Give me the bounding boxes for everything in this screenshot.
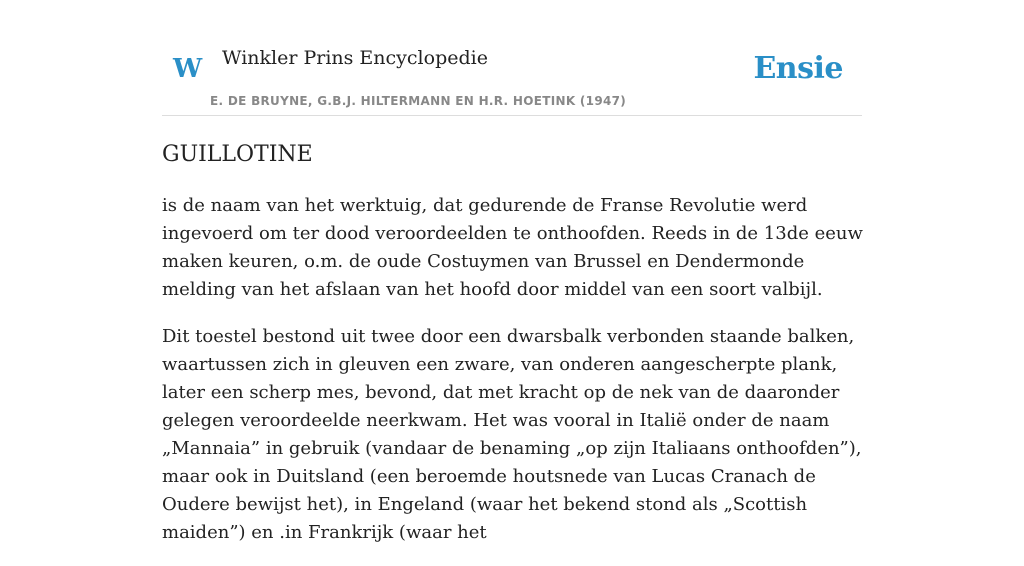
site-header bbox=[162, 0, 862, 116]
ensie-brand-logo[interactable]: Ensie bbox=[753, 51, 843, 86]
publication-logo-icon[interactable]: W bbox=[173, 54, 203, 84]
article-paragraph-2: Dit toestel bestond uit twee door een dwarsbalk verbonden staande balken, waartussen zich in gleuven een zware, van onderen aangescherpte plank, later een scherp mes, bevond, dat met kracht op de nek van de daaronder gelegen veroordeelde neerkwam. Het was vooral in Italië onder de naam „Mannaia” in gebruik (vandaar de benaming „op zijn Italiaans onthoofden”), maar ook in Duitsland (een beroemde houtsnede van Lucas Cranach de Oudere bewijst het), in Engeland (waar het bekend stond als „Scottish maiden”) en .in Frankrijk (waar het bbox=[162, 326, 862, 543]
article-paragraph-1: is de naam van het werktuig, dat gedurende de Franse Revolutie werd ingevoerd om ter dood veroordeelden te onthoofden. Reeds in de 13de eeuw maken keuren, o.m. de oude Costuymen van Brussel en Dendermonde melding van het afslaan van het hoofd door middel van een soort valbijl. bbox=[162, 195, 863, 300]
article-title: GUILLOTINE bbox=[162, 142, 313, 167]
publication-title[interactable]: Winkler Prins Encyclopedie bbox=[222, 47, 488, 69]
article-body bbox=[162, 192, 868, 566]
publication-authors: E. DE BRUYNE, G.B.J. HILTERMANN EN H.R. HOETINK (1947) bbox=[210, 94, 627, 108]
